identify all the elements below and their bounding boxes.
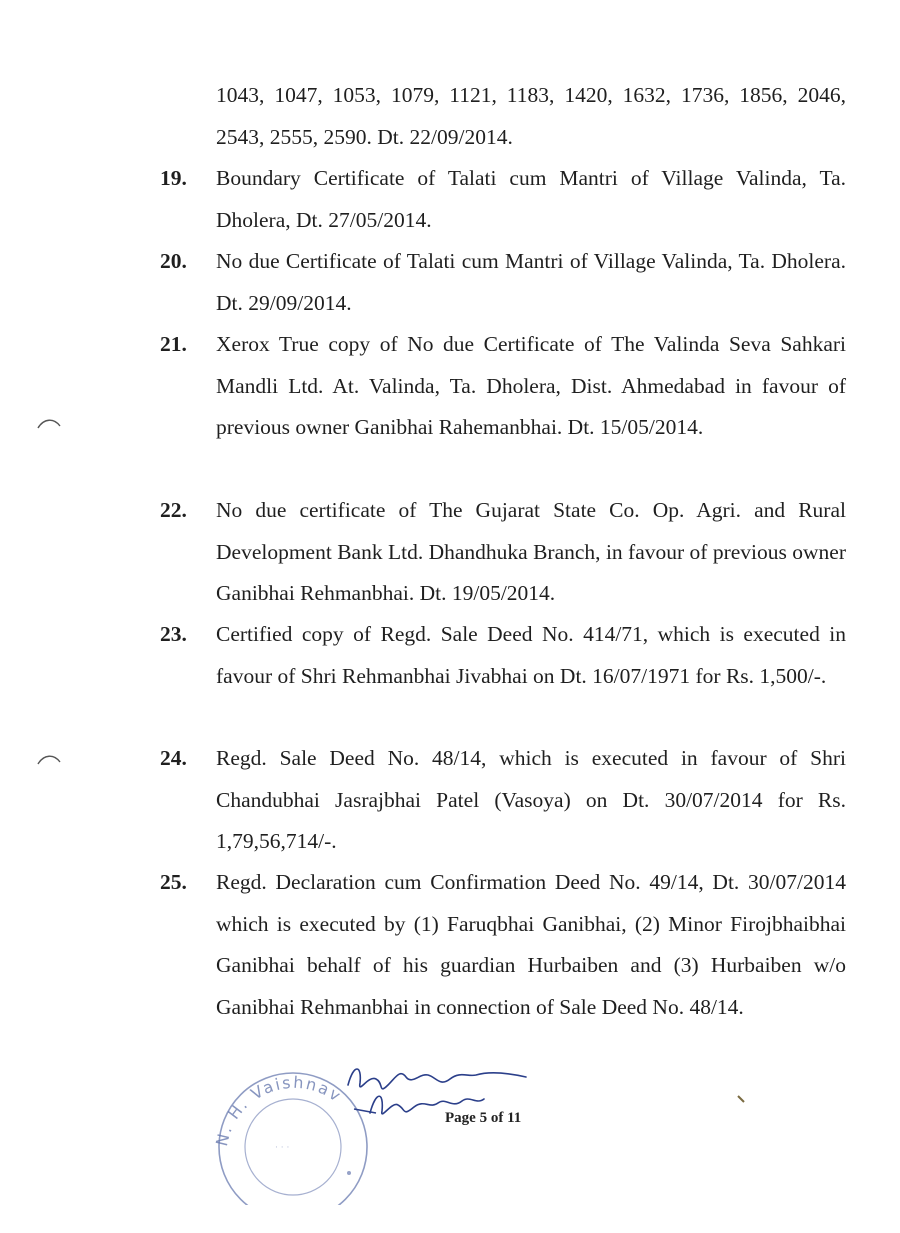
list-item-19 [160, 158, 846, 241]
page-number: Page 5 of 11 [445, 1110, 522, 1126]
item-text: No due Certificate of Talati cum Mantri of Village Valinda, Ta. Dholera. Dt. 29/09/2014. [216, 249, 846, 315]
item-number: 20. [160, 249, 187, 273]
item-number: 25. [160, 870, 187, 894]
document-list [160, 158, 846, 1069]
list-item-25 [160, 862, 846, 1069]
item-text: Certified copy of Regd. Sale Deed No. 414/71, which is executed in favour of Shri Rehmanbhai Jivabhai on Dt. 16/07/1971 for Rs. 1,500/-. [216, 622, 846, 688]
list-item-24 [160, 738, 846, 862]
item-number: 22. [160, 498, 187, 522]
item-text: No due certificate of The Gujarat State Co. Op. Agri. and Rural Development Bank Ltd. Dhandhuka Branch, in favour of previous owner Ganibhai Rehmanbhai. Dt. 19/05/2014. [216, 498, 846, 605]
scan-mark-icon [736, 1094, 748, 1104]
item-number: 21. [160, 332, 187, 356]
list-item-20 [160, 241, 846, 324]
item-text: Regd. Sale Deed No. 48/14, which is executed in favour of Shri Chandubhai Jasrajbhai Patel (Vasoya) on Dt. 30/07/2014 for Rs. 1,79,56,714/-. [216, 746, 846, 853]
continuation-text: 1043, 1047, 1053, 1079, 1121, 1183, 1420, 1632, 1736, 1856, 2046, 2543, 2555, 2590. Dt. 22/09/2014. [216, 83, 846, 149]
item-number: 23. [160, 622, 187, 646]
item-text: Boundary Certificate of Talati cum Mantri of Village Valinda, Ta. Dholera, Dt. 27/05/2014. [216, 166, 846, 232]
item-number: 24. [160, 746, 187, 770]
svg-text:· · ·: · · · [275, 1143, 290, 1153]
list-item-21 [160, 324, 846, 490]
scan-mark-icon [36, 416, 62, 430]
list-item-22 [160, 490, 846, 614]
item-number: 19. [160, 166, 187, 190]
svg-text:N. H. Vaishnav [212, 1073, 346, 1148]
item-text: Xerox True copy of No due Certificate of The Valinda Seva Sahkari Mandli Ltd. At. Valinda, Ta. Dholera, Dist. Ahmedabad in favour of previous owner Ganibhai Rahemanbhai. Dt. 15/05/2014. [216, 332, 846, 439]
stamp-text: N. H. Vaishnav [212, 1072, 346, 1148]
list-item-23 [160, 614, 846, 738]
scan-mark-icon [36, 752, 62, 766]
item-text: Regd. Declaration cum Confirmation Deed No. 49/14, Dt. 30/07/2014 which is executed by (1) Faruqbhai Ganibhai, (2) Minor Firojbhaibhai Ganibhai behalf of his guardian Hurbaiben and (3) Hurbaiben w/o Ganibhai Rehmanbhai in connection of Sale Deed No. 48/14. [216, 870, 846, 1019]
